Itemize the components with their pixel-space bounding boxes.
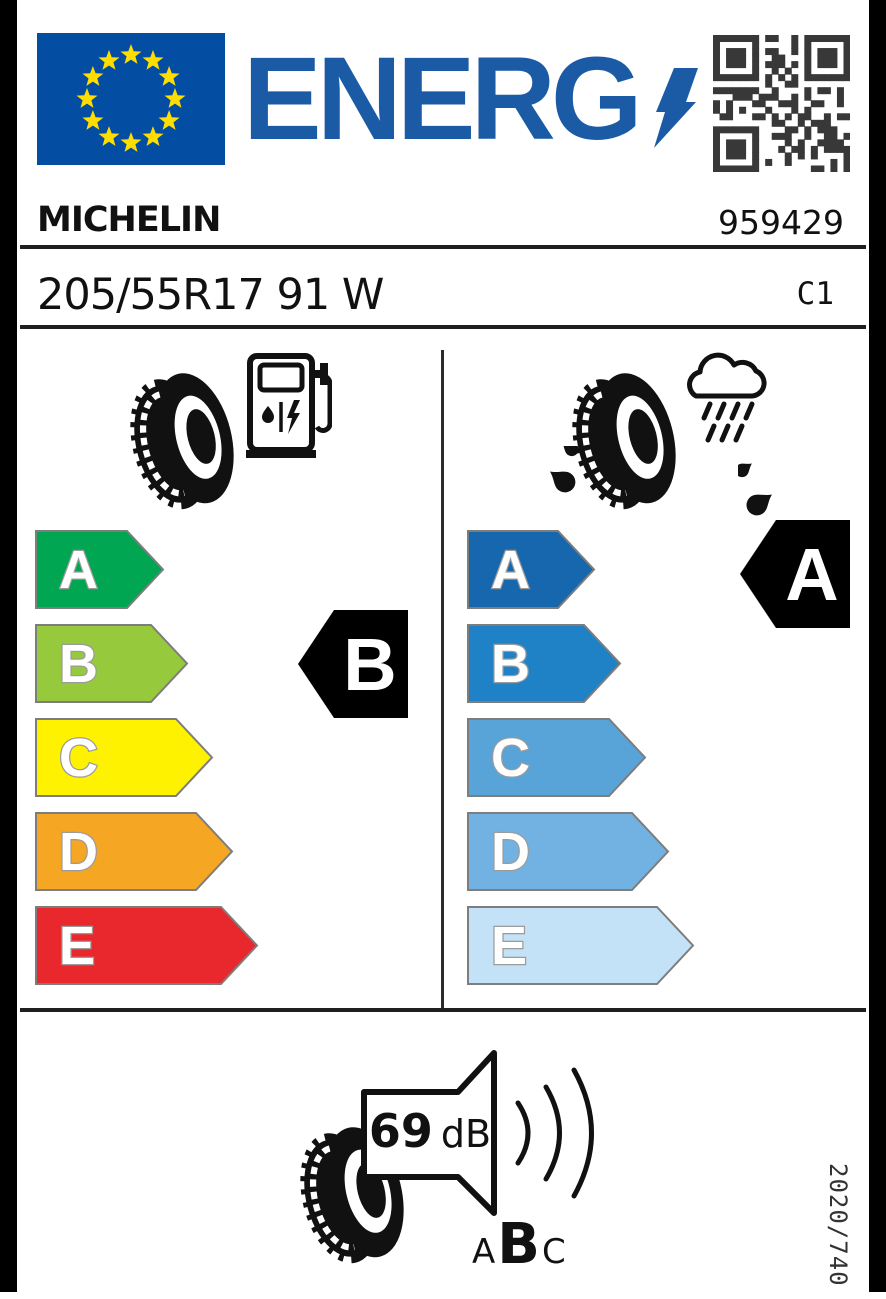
fuel-rating-letter: B <box>343 623 397 706</box>
rain-cloud-icon <box>672 344 787 448</box>
article-number: 959429 <box>718 203 844 242</box>
fuel-class-letter: A <box>59 540 98 600</box>
noise-class-b-selected: B <box>497 1212 540 1277</box>
fuel-class-letter: E <box>59 916 96 976</box>
wet-grip-class-letter: B <box>491 634 530 694</box>
column-divider <box>441 350 444 1008</box>
brand-name: MICHELIN <box>37 200 221 240</box>
noise-value: 69 <box>368 1104 433 1158</box>
wet-grip-class-letter: C <box>491 728 530 788</box>
noise-unit: dB <box>440 1112 492 1156</box>
noise-level <box>366 1104 494 1158</box>
divider-rule-bottom <box>20 1008 866 1012</box>
wet-grip-class-arrow-C <box>467 718 647 797</box>
tire-icon <box>126 366 240 516</box>
divider-rule-middle <box>20 325 866 329</box>
fuel-pump-icon <box>246 350 332 468</box>
sound-waves-icon <box>518 1070 592 1196</box>
fuel-class-arrow-A <box>35 530 165 609</box>
fuel-class-letter: D <box>59 822 98 882</box>
lightning-bolt-icon <box>648 68 704 150</box>
wet-grip-class-arrow-D <box>467 812 670 891</box>
wet-grip-class-letter: E <box>491 916 528 976</box>
energy-logo-text: ENERG <box>243 33 638 165</box>
fuel-class-arrow-E <box>35 906 259 985</box>
noise-class-letters <box>472 1212 566 1277</box>
tyre-class: C1 <box>796 276 834 312</box>
fuel-class-letter: B <box>59 634 98 694</box>
fuel-class-arrow-C <box>35 718 214 797</box>
fuel-class-letter: C <box>59 728 98 788</box>
fuel-class-arrow-B <box>35 624 189 703</box>
fuel-class-arrow-D <box>35 812 234 891</box>
wet-grip-rating-badge <box>738 517 852 631</box>
noise-class-c: C <box>541 1232 566 1272</box>
wet-grip-class-letter: A <box>491 540 530 600</box>
wet-grip-class-arrow-A <box>467 530 596 609</box>
right-border <box>869 0 886 1292</box>
wet-grip-class-letter: D <box>491 822 530 882</box>
wet-grip-class-arrow-B <box>467 624 622 703</box>
splash-left-icon <box>528 446 588 518</box>
qr-code <box>713 35 850 172</box>
eu-flag-icon <box>37 33 225 165</box>
divider-rule-top <box>20 245 866 249</box>
left-border <box>0 0 17 1292</box>
fuel-efficiency-scale <box>35 530 335 990</box>
wet-grip-scale <box>467 530 767 990</box>
fuel-efficiency-rating-badge <box>296 607 410 721</box>
regulation-reference: 2020/740 <box>824 1163 852 1287</box>
tyre-size-designation: 205/55R17 91 W <box>37 270 384 320</box>
splash-right-icon <box>738 446 802 518</box>
wet-grip-class-arrow-E <box>467 906 695 985</box>
wet-grip-rating-letter: A <box>785 533 839 616</box>
noise-class-a: A <box>472 1232 496 1272</box>
